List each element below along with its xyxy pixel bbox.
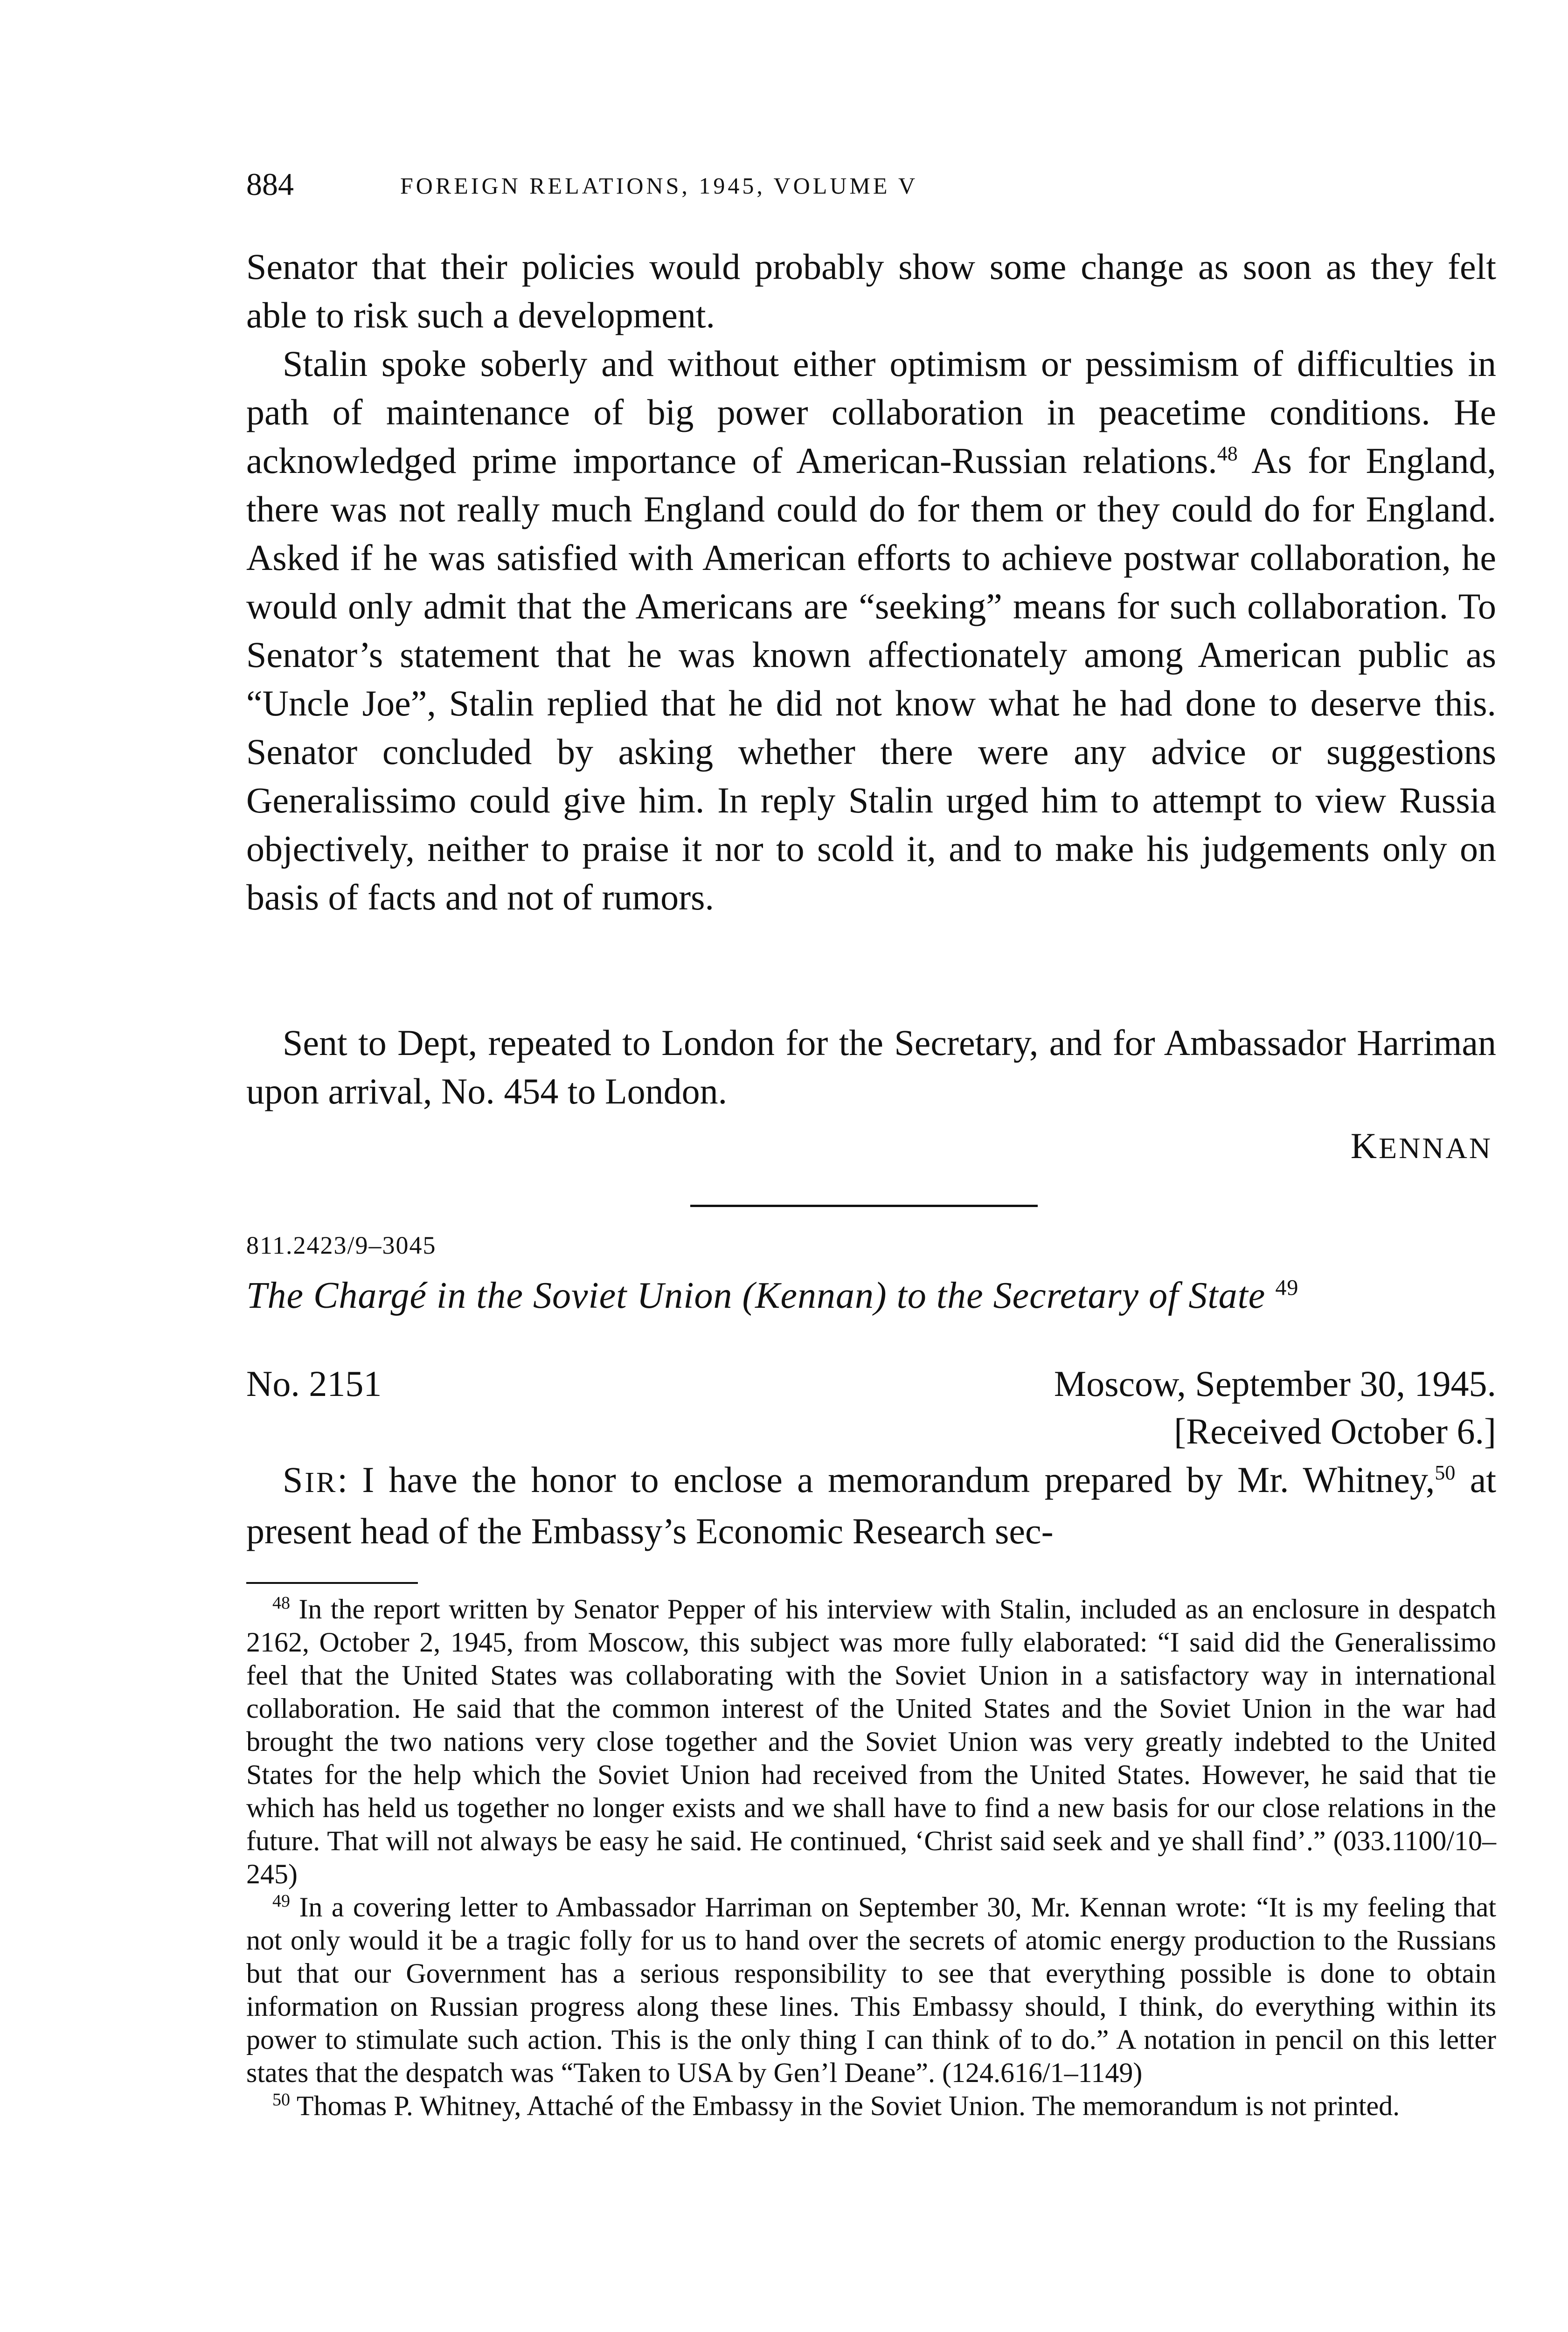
footnote-rule — [246, 1582, 418, 1584]
salutation-initial: S — [283, 1459, 305, 1500]
despatch-number: No. 2151 — [246, 1363, 382, 1404]
paragraph-salutation-part2: at present head of the Embassy’s Economic Research sec- — [246, 1459, 1497, 1551]
footnote-text: Thomas P. Whitney, Attaché of the Embassy in the Soviet Union. The memorandum is not printed. — [290, 2090, 1400, 2121]
footnote-number: 49 — [272, 1891, 290, 1911]
document-title — [246, 1271, 1496, 1320]
footnotes — [246, 1593, 1496, 2123]
received-date: [Received October 6.] — [1174, 1411, 1496, 1451]
page-number: 884 — [246, 167, 294, 202]
footnote-number: 48 — [272, 1593, 290, 1613]
footnote-49 — [246, 1891, 1496, 2089]
place-date: Moscow, September 30, 1945. — [1054, 1363, 1496, 1404]
running-head: FOREIGN RELATIONS, 1945, VOLUME V — [400, 173, 918, 199]
footnote-text: In the report written by Senator Pepper of his interview with Stalin, included as an enclosure in despatch 2162, October 2, 1945, from Moscow, this subject was more fully elaborated: “I said did the Generalissimo feel that the United States was collaborating with the Soviet Union in a satisfactory way in international collaboration. He said that the common interest of the United States and the Soviet Union in the war had brought the two nations very close together and the Soviet Union was very greatly indebted to the United States for the help which the Soviet Union had received from the United States. However, he said that tie which has held us together no longer exists and we shall have to find a new basis for our close relations in the future. That will not always be easy he said. He continued, ‘Christ said seek and ye shall find’.” (033.1100/10–245) — [246, 1594, 1496, 1889]
paragraph-salutation — [246, 1456, 1496, 1555]
salutation-rest: IR — [305, 1467, 338, 1499]
paragraph-sent-to: Sent to Dept, repeated to London for the Secretary, and for Ambassador Harriman upon arrival, No. 454 to London. — [246, 1022, 1496, 1111]
page-header — [246, 161, 1226, 217]
footnote-ref-50: 50 — [1435, 1461, 1456, 1484]
paragraph-stalin-remarks — [246, 340, 1496, 922]
footnote-number: 50 — [272, 2090, 290, 2110]
paragraph-continuation: Senator that their policies would probably show some change as soon as they felt able to risk such a development. — [246, 246, 1496, 335]
salutation — [283, 1459, 338, 1500]
footnote-ref-48: 48 — [1217, 442, 1238, 465]
footnote-ref-49: 49 — [1275, 1275, 1299, 1300]
file-number: 811.2423/9–3045 — [246, 1231, 437, 1259]
signature-initial: K — [1350, 1125, 1379, 1166]
signature-rest: ENNAN — [1379, 1131, 1492, 1165]
footnote-text: In a covering letter to Ambassador Harriman on September 30, Mr. Kennan wrote: “It is my feeling that not only would it be a tragic folly for us to hand over the secrets of atomic energy production to the Russians but that our Government has a serious responsibility to see that everything possible is done to obtain information on Russian progress along these lines. This Embassy should, I think, do everything within its power to stimulate such action. This is the only thing I can think of to do.” A notation in pencil on this letter states that the despatch was “Taken to USA by Gen’l Deane”. (124.616/1–1149) — [246, 1892, 1496, 2088]
footnote-48 — [246, 1593, 1496, 1891]
footnote-50 — [246, 2089, 1496, 2123]
document-title-text: The Chargé in the Soviet Union (Kennan) to the Secretary of State — [246, 1275, 1266, 1316]
paragraph-stalin-remarks-part2: As for England, there was not really much England could do for them or they could do for England. Asked if he was satisfied with American efforts to achieve postwar collaboration, he would only admit that the Americans are “seeking” means for such collaboration. To Senator’s statement that he was known affectionately among American public as “Uncle Joe”, Stalin replied that he did not know what he had done to deserve this. Senator concluded by asking whether there were any advice or suggestions Generalissimo could give him. In reply Stalin urged him to attempt to view Russia objectively, neither to praise it nor to scold it, and to make his judgements only on basis of facts and not of rumors. — [246, 440, 1496, 917]
paragraph-stalin-remarks-part1: Stalin spoke soberly and without either optimism or pessimism of difficulties in path of maintenance of big power collaboration in peacetime conditions. He acknowledged prime importance of American-Russian relations. — [246, 343, 1496, 481]
signature-kennan — [1259, 1122, 1492, 1173]
paragraph-salutation-part1: : I have the honor to enclose a memorandum prepared by Mr. Whitney, — [337, 1459, 1435, 1500]
section-divider — [690, 1205, 1038, 1207]
